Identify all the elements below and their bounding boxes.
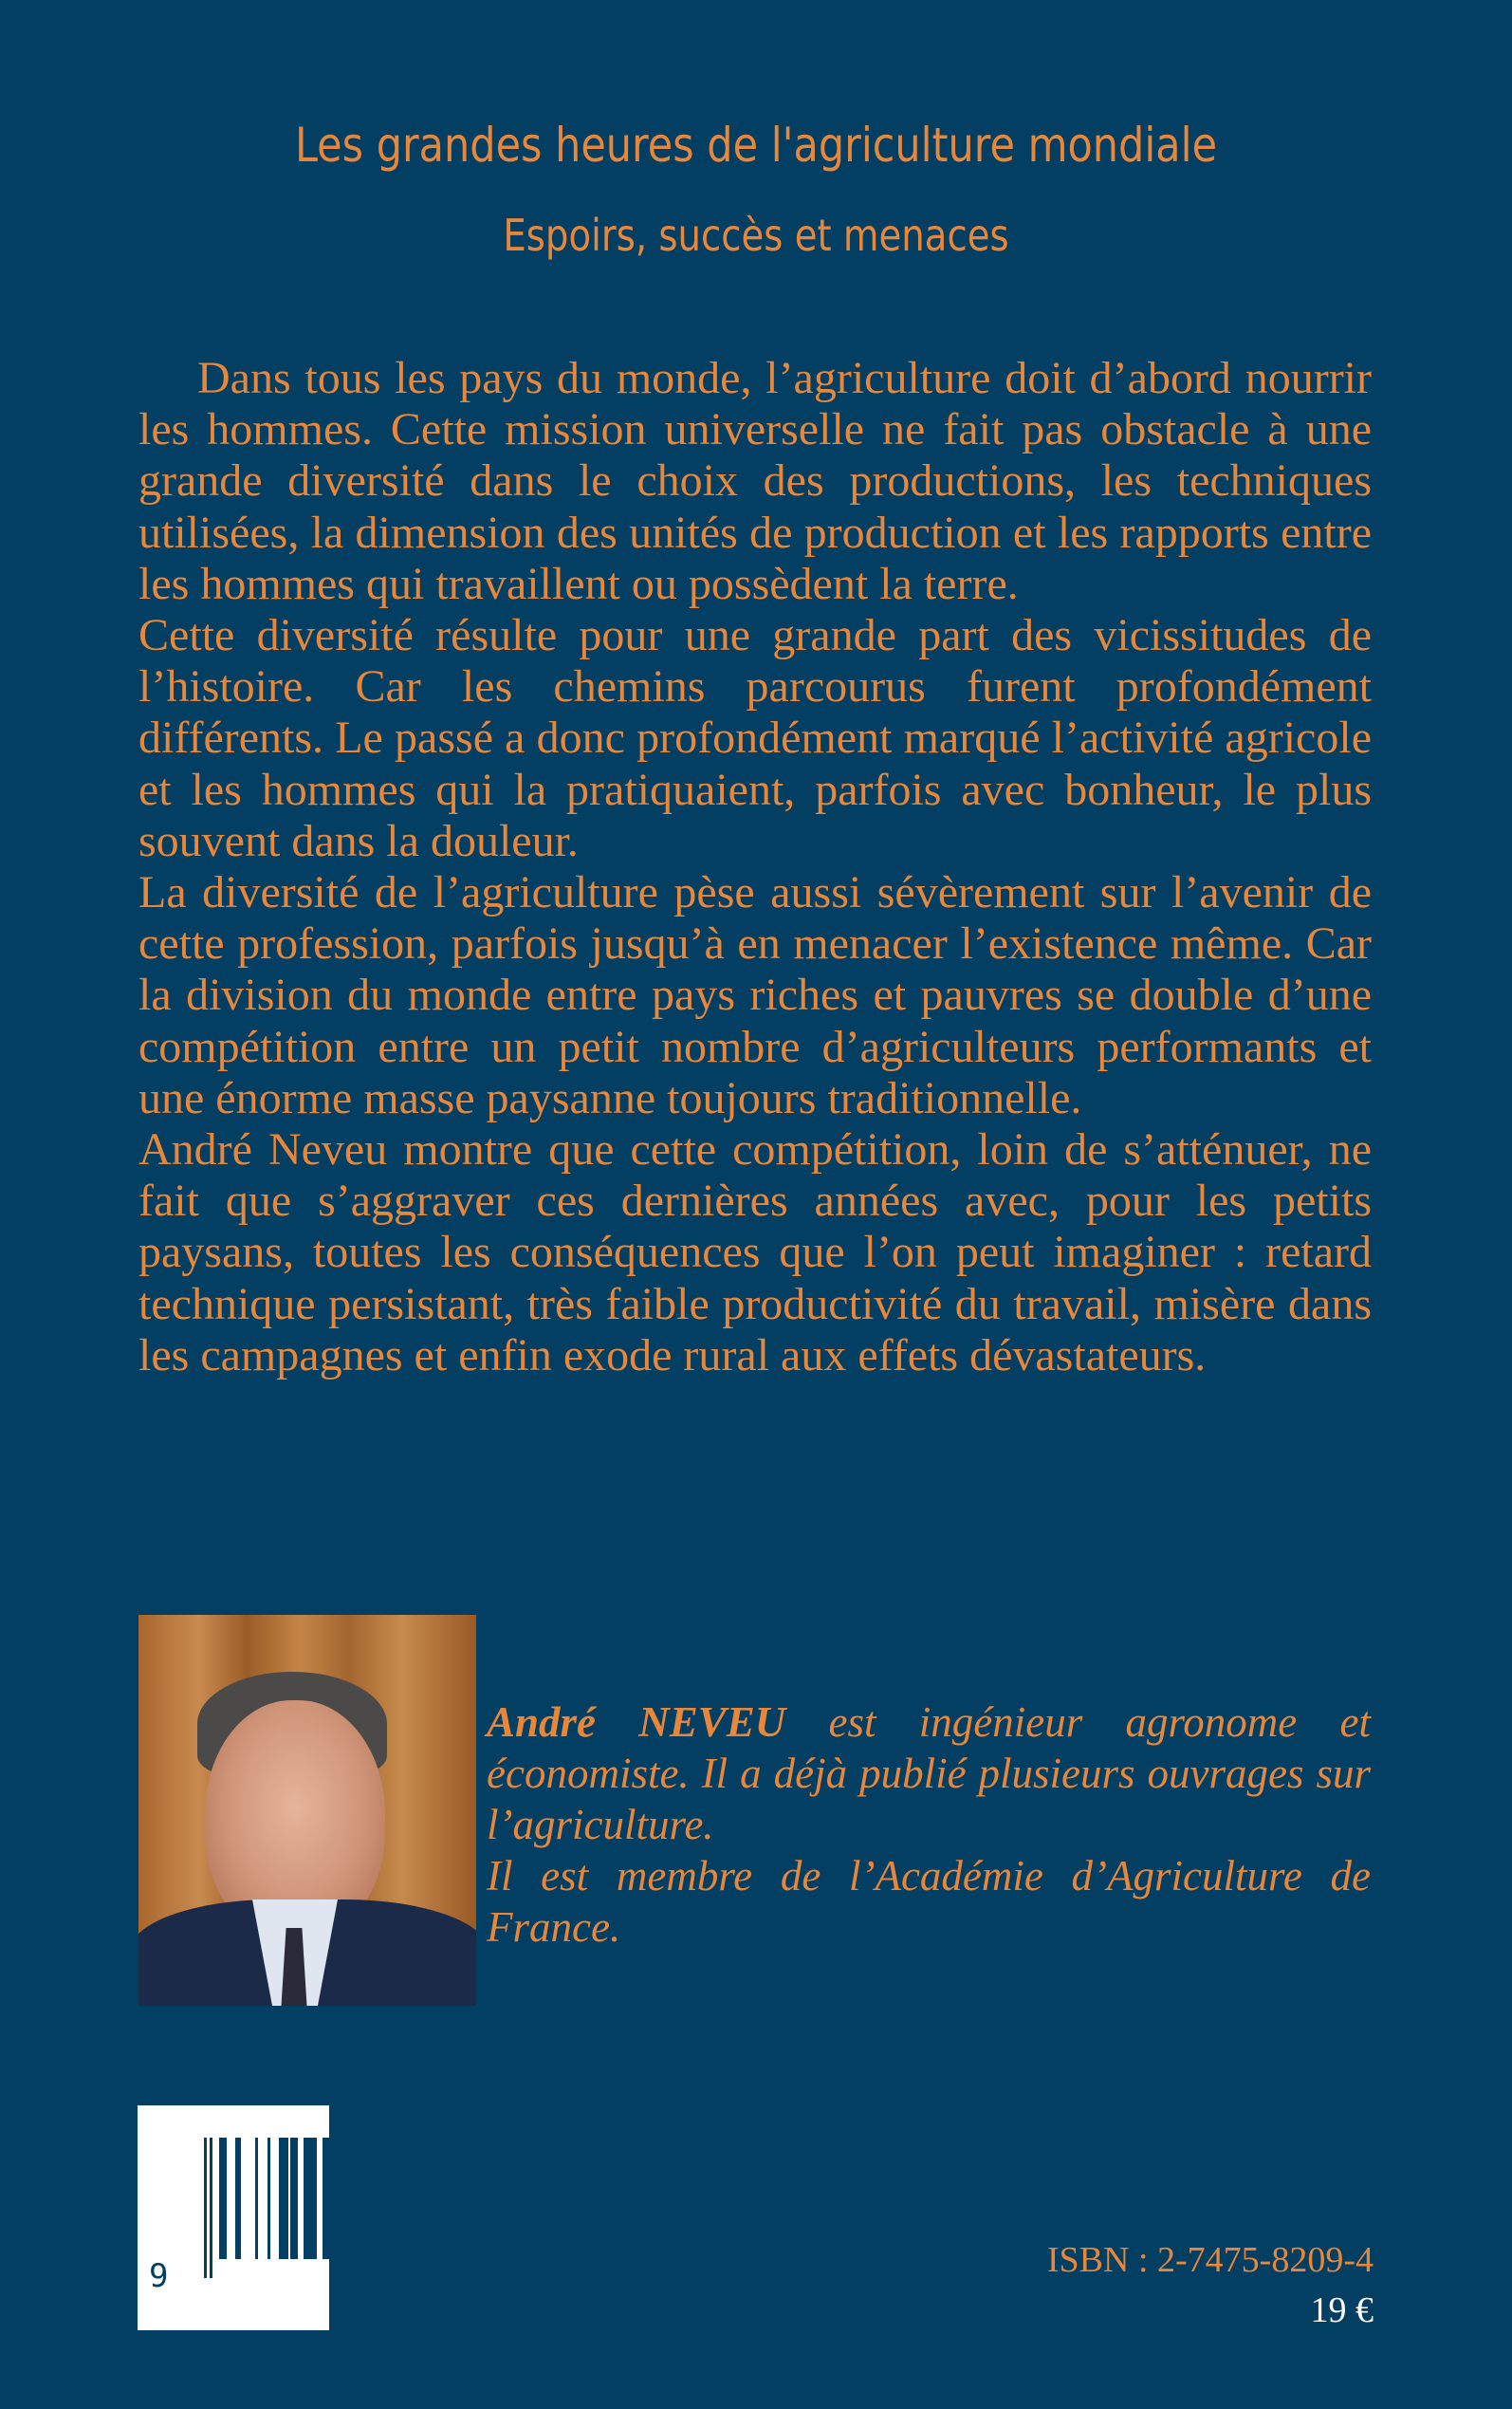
barcode xyxy=(138,2105,329,2330)
blurb-paragraph: André Neveu montre que cette compétition, loin de s’atténuer, ne fait que s’aggraver ces dernières années avec, pour les petits paysans, toutes les conséquences que l’on peut imaginer : retard technique persistant, très faible productivité du travail, misère dans les campagnes et enfin exode rural aux effets dévastateurs. xyxy=(138,1124,1372,1381)
author-bio-text: est ingénieur agronome et économiste. Il a déjà publié plusieurs ouvrages sur l’agriculture. xyxy=(487,1698,1371,1848)
price: 19 € xyxy=(1310,2290,1374,2330)
barcode-icon xyxy=(138,2105,329,2330)
blurb-paragraph: Cette diversité résulte pour une grande part des vicissitudes de l’histoire. Car les chemins parcourus furent profondément différents. Le passé a donc profondément marqué l’activité agricole et les hommes qui la pratiquaient, parfois avec bonheur, le plus souvent dans la douleur. xyxy=(138,610,1372,866)
blurb-paragraph: Dans tous les pays du monde, l’agriculture doit d’abord nourrir les hommes. Cette mission universelle ne fait pas obstacle à une grande diversité dans le choix des productions, les techniques utilisées, la dimension des unités de production et les rapports entre les hommes qui travaillent ou possèdent la terre. xyxy=(138,353,1372,609)
author-photo xyxy=(138,1615,476,2006)
book-title: Les grandes heures de l'agriculture mondiale xyxy=(294,118,1218,173)
book-subtitle: Espoirs, succès et menaces xyxy=(503,210,1009,261)
author-bio-line-2: Il est membre de l’Académie d’Agriculture de France. xyxy=(487,1852,1371,1951)
barcode-digit-first: 9 xyxy=(149,2257,169,2295)
author-bio xyxy=(487,1696,1371,1953)
author-name: André NEVEU xyxy=(487,1698,786,1746)
blurb-paragraph: La diversité de l’agriculture pèse aussi sévèrement sur l’avenir de cette profession, parfois jusqu’à en menacer l’existence même. Car la division du monde entre pays riches et pauvres se double d’une compétition entre un petit nombre d’agriculteurs performants et une énorme masse paysanne toujours traditionnelle. xyxy=(138,867,1372,1123)
isbn: ISBN : 2-7475-8209-4 xyxy=(1046,2240,1374,2280)
blurb xyxy=(138,353,1372,1381)
author-bio-line-1 xyxy=(487,1696,1371,1850)
barcode-digits xyxy=(149,2257,168,2295)
